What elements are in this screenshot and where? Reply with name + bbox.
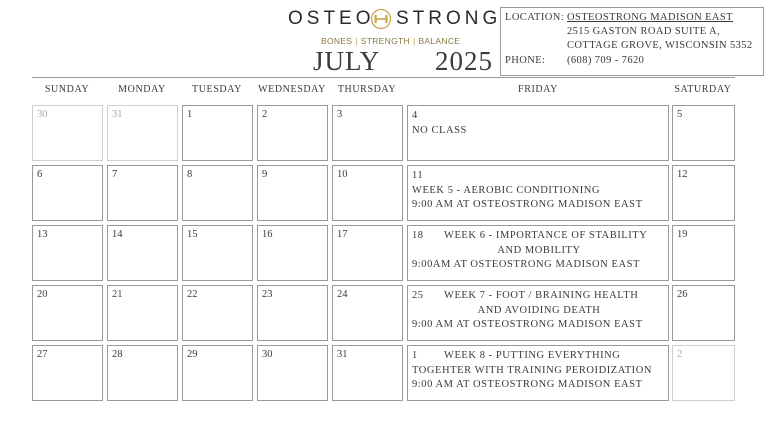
day-number: 26: [677, 289, 688, 300]
day-number: 18: [412, 230, 424, 241]
weekday-header-monday: MONDAY: [118, 84, 166, 95]
calendar-day-cell[interactable]: [32, 345, 103, 401]
calendar-day-cell[interactable]: [182, 105, 253, 161]
class-detail: WEEK 5 - AEROBIC CONDITIONING: [412, 184, 601, 196]
calendar-day-cell[interactable]: [182, 165, 253, 221]
location-name[interactable]: OSTEOSTRONG MADISON EAST: [567, 12, 733, 23]
calendar-day-cell[interactable]: [332, 345, 403, 401]
class-detail: TOGEHTER WITH TRAINING PEROIDIZATION: [412, 364, 652, 376]
class-detail: NO CLASS: [412, 124, 467, 136]
calendar-day-cell[interactable]: [332, 285, 403, 341]
day-number: 23: [262, 289, 273, 300]
logo-word-right: STRONG: [396, 8, 502, 29]
class-title: WEEK 8 - PUTTING EVERYTHING: [444, 350, 621, 361]
weekday-header-friday: FRIDAY: [518, 84, 558, 95]
calendar-day-cell[interactable]: [257, 165, 328, 221]
calendar-day-cell[interactable]: [672, 345, 735, 401]
class-title-continued: AND AVOIDING DEATH: [477, 304, 601, 316]
day-number: 5: [677, 109, 683, 120]
phone-number: (608) 709 - 7620: [567, 55, 645, 66]
day-number: 2: [677, 349, 683, 360]
weekday-header-sunday: SUNDAY: [44, 84, 90, 95]
calendar-day-cell[interactable]: [32, 165, 103, 221]
day-number: 24: [337, 289, 348, 300]
day-number: 31: [112, 109, 123, 120]
day-number: 4: [412, 110, 418, 121]
calendar-day-cell[interactable]: [672, 165, 735, 221]
day-number: 30: [37, 109, 48, 120]
day-number: 10: [337, 169, 348, 180]
day-number: 20: [37, 289, 48, 300]
day-number: 16: [262, 229, 273, 240]
class-title-continued: AND MOBILITY: [497, 244, 581, 256]
calendar-day-cell[interactable]: [672, 225, 735, 281]
logo-word-left: OSTEO: [288, 8, 375, 29]
friday-class-cell[interactable]: [407, 345, 669, 401]
calendar-day-cell[interactable]: [32, 105, 103, 161]
logo-tagline: BONES | STRENGTH | BALANCE: [321, 36, 461, 46]
day-number: 29: [187, 349, 198, 360]
location-label: LOCATION:: [505, 12, 565, 23]
weekday-header-thursday: THURSDAY: [337, 84, 397, 95]
calendar-day-cell[interactable]: [257, 345, 328, 401]
day-number: 27: [37, 349, 48, 360]
dumbbell-icon: [370, 8, 392, 30]
calendar-day-cell[interactable]: [257, 105, 328, 161]
day-number: 14: [112, 229, 123, 240]
friday-class-cell[interactable]: [407, 285, 669, 341]
month-title: JULY: [313, 46, 381, 76]
day-number: 17: [337, 229, 348, 240]
friday-class-cell[interactable]: [407, 105, 669, 161]
weekday-header-saturday: SATURDAY: [674, 84, 732, 95]
calendar-day-cell[interactable]: [672, 285, 735, 341]
weekday-header-tuesday: TUESDAY: [192, 84, 242, 95]
day-number: 1: [412, 350, 418, 361]
day-number: 8: [187, 169, 193, 180]
calendar-day-cell[interactable]: [182, 345, 253, 401]
osteostrong-logo: [288, 8, 502, 48]
calendar-day-cell[interactable]: [332, 105, 403, 161]
header-divider: [32, 77, 735, 78]
calendar-day-cell[interactable]: [182, 225, 253, 281]
tagline-strength: STRENGTH: [360, 36, 410, 46]
friday-class-cell[interactable]: [407, 225, 669, 281]
calendar-day-cell[interactable]: [107, 345, 178, 401]
day-number: 6: [37, 169, 43, 180]
calendar-day-cell[interactable]: [257, 225, 328, 281]
calendar-day-cell[interactable]: [332, 165, 403, 221]
day-number: 31: [337, 349, 348, 360]
calendar-day-cell[interactable]: [672, 105, 735, 161]
day-number: 28: [112, 349, 123, 360]
day-number: 22: [187, 289, 198, 300]
day-number: 12: [677, 169, 688, 180]
class-detail: 9:00AM AT OSTEOSTRONG MADISON EAST: [412, 259, 640, 270]
day-number: 9: [262, 169, 268, 180]
class-title: WEEK 6 - IMPORTANCE OF STABILITY: [444, 230, 648, 241]
day-number: 2: [262, 109, 268, 120]
day-number: 21: [112, 289, 123, 300]
day-number: 15: [187, 229, 198, 240]
calendar-day-cell[interactable]: [332, 225, 403, 281]
day-number: 11: [412, 170, 424, 181]
day-number: 19: [677, 229, 688, 240]
phone-label: PHONE:: [505, 55, 546, 66]
class-title: WEEK 7 - FOOT / BRAINING HEALTH: [444, 290, 639, 301]
class-detail: 9:00 AM AT OSTEOSTRONG MADISON EAST: [412, 199, 643, 210]
class-detail: 9:00 AM AT OSTEOSTRONG MADISON EAST: [412, 319, 643, 330]
day-number: 7: [112, 169, 118, 180]
calendar-day-cell[interactable]: [107, 165, 178, 221]
calendar-day-cell[interactable]: [182, 285, 253, 341]
day-number: 25: [412, 290, 424, 301]
friday-class-cell[interactable]: [407, 165, 669, 221]
tagline-balance: BALANCE: [418, 36, 461, 46]
day-number: 30: [262, 349, 273, 360]
calendar-day-cell[interactable]: [107, 285, 178, 341]
location-box: [500, 7, 764, 76]
calendar-day-cell[interactable]: [257, 285, 328, 341]
class-detail: 9:00 AM AT OSTEOSTRONG MADISON EAST: [412, 379, 643, 390]
year-title: 2025: [435, 46, 493, 76]
calendar-day-cell[interactable]: [32, 225, 103, 281]
day-number: 3: [337, 109, 343, 120]
tagline-bones: BONES: [321, 36, 353, 46]
calendar-day-cell[interactable]: [32, 285, 103, 341]
address-line-1: 2515 GASTON ROAD SUITE A,: [567, 26, 721, 37]
calendar-day-cell[interactable]: [107, 105, 178, 161]
weekday-header-wednesday: WEDNESDAY: [258, 84, 326, 95]
calendar-day-cell[interactable]: [107, 225, 178, 281]
day-number: 13: [37, 229, 48, 240]
address-line-2: COTTAGE GROVE, WISCONSIN 5352: [567, 40, 753, 51]
day-number: 1: [187, 109, 193, 120]
